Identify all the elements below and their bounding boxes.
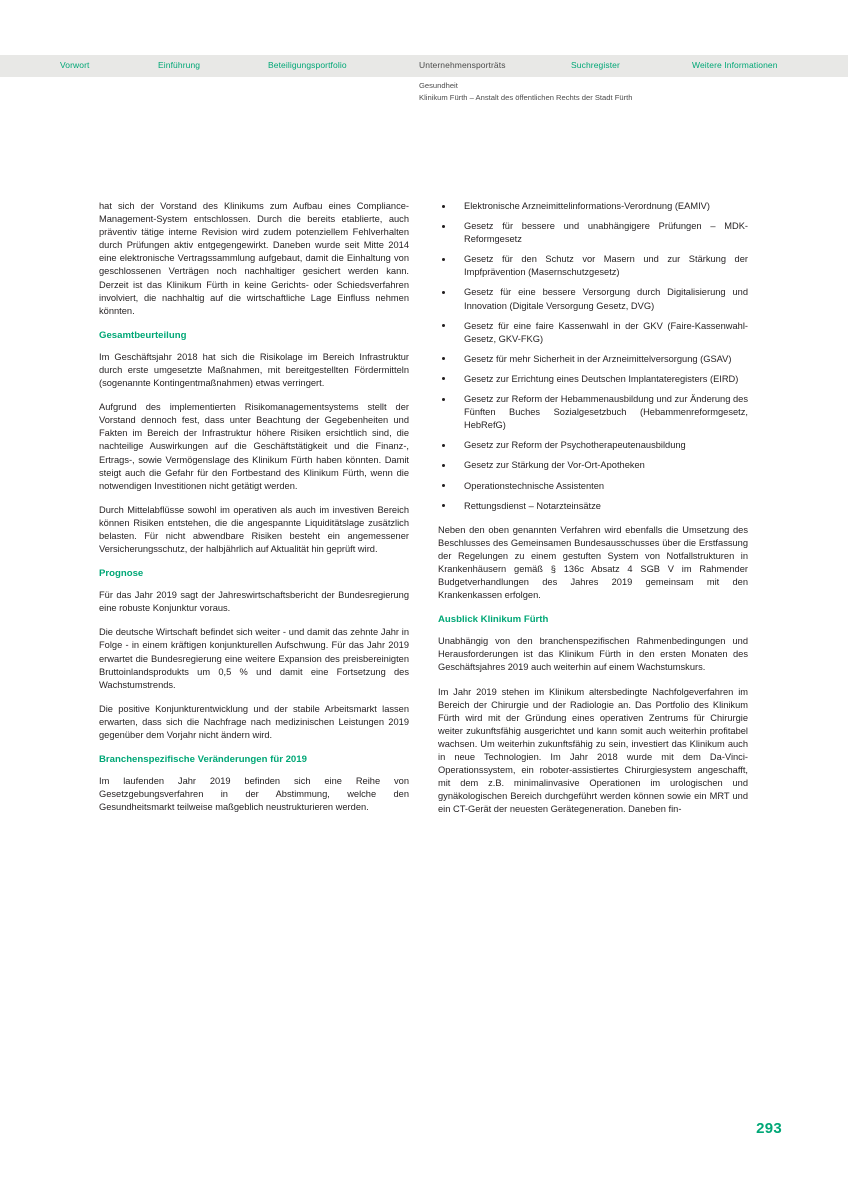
page-number: 293 (756, 1120, 782, 1137)
heading-branchenspezifische-veraenderungen: Branchenspezifische Veränderungen für 2019 (99, 754, 307, 766)
running-header (419, 81, 819, 102)
heading-gesamtbeurteilung: Gesamtbeurteilung (99, 329, 187, 341)
list-item (438, 353, 748, 366)
list-item-label: Elektronische Arzneimittelinformations-Verordnung (EAMIV) (464, 201, 710, 211)
right-text-column (438, 200, 748, 816)
bullet-icon (442, 484, 445, 487)
list-item-label: Gesetz für den Schutz vor Masern und zur Stärkung der Impfprävention (Masernschutzgesetz) (464, 254, 748, 278)
bullet-icon (442, 357, 445, 360)
list-item (438, 500, 748, 513)
paragraph-gesamtbeurteilung-3: Durch Mittelabflüsse sowohl im operativen als auch im investiven Bereich können Risiken entstehen, die die angespannte Liquiditätslage zusätzlich belasten. Für nicht abwendbare Risiken besteht ein angemessener Versicherungsschutz, der halbjährlich auf Aktualität hin geprüft wird. (99, 504, 409, 555)
list-item (438, 459, 748, 472)
paragraph-prognose-1: Für das Jahr 2019 sagt der Jahreswirtschaftsbericht der Bundesregierung eine robuste Konjunktur voraus. (99, 590, 409, 614)
heading-prognose: Prognose (99, 568, 144, 580)
bullet-icon (442, 444, 445, 447)
list-item-label: Gesetz für mehr Sicherheit in der Arzneimittelversorgung (GSAV) (464, 353, 732, 364)
paragraph-gesamtbeurteilung-1: Im Geschäftsjahr 2018 hat sich die Risikolage im Bereich Infrastruktur durch erste umgesetzte Maßnahmen, mit bereitgestellten Fördermitteln (sogenannte Kontingentmaßnahmen) etwas verringert. (99, 351, 409, 389)
list-item (438, 286, 748, 312)
list-item-label: Gesetz für eine faire Kassenwahl in der GKV (Faire-Kassenwahl-Gesetz, GKV-FKG) (464, 320, 748, 344)
list-item (438, 373, 748, 386)
top-navigation-bar (0, 55, 848, 77)
list-item-label: Rettungsdienst – Notarzteinsätze (464, 500, 601, 511)
list-item (438, 200, 748, 213)
paragraph-branchenspezifisch-1: Im laufenden Jahr 2019 befinden sich eine Reihe von Gesetzgebungsverfahren in der Abstimmung, welche den Gesundheitsmarkt teilweise maßgeblich neustrukturieren werden. (99, 776, 409, 813)
list-item-label: Gesetz für bessere und unabhängigere Prüfungen – MDK-Reformgesetz (464, 221, 748, 245)
paragraph-prognose-2: Die deutsche Wirtschaft befindet sich weiter - und damit das zehnte Jahr in Folge - in einem kräftigen konjunkturellen Aufschwung. Für das Jahr 2019 erwartet die Bundesregierung eine weitere Expansion des preisbereinigten Bruttoinlandsprodukts um 0,5 % und damit eine Fortsetzung des Wachstumstrends. (99, 627, 409, 690)
list-item-label: Gesetz zur Reform der Psychotherapeutenausbildung (464, 440, 686, 451)
bullet-icon (442, 504, 445, 507)
bullet-icon (442, 324, 445, 327)
list-item (438, 320, 748, 346)
list-item (438, 480, 748, 493)
paragraph-ausblick-2: Im Jahr 2019 stehen im Klinikum altersbedingte Nachfolgeverfahren im Bereich der Chirurgie und der Radiologie an. Das Portfolio des Klinikum Fürth wird mit der Gründung eines operativen Zentrums für Chirurgie weiter zukunftsfähig ausgerichtet und kann somit auch weiterhin profitabel wachsen. Um weiterhin zukunftsfähig zu sein, investiert das Klinikum auch in neue Technologien. Im Jahr 2018 wurde mit dem Da-Vinci-Operationssystem, ein roboter-assistiertes Chirurgiesystem angeschafft, mit dem z.B. minimalinvasive Operationen im urologischen und gynäkologischen Bereich durchgeführt werden können sowie ein MRT und ein CT-Gerät der neuesten Gerätegeneration. Daneben fin- (438, 686, 748, 815)
list-item (438, 253, 748, 279)
list-item-label: Gesetz zur Stärkung der Vor-Ort-Apotheken (464, 460, 645, 471)
paragraph-compliance: hat sich der Vorstand des Klinikums zum Aufbau eines Compliance- Management-System entschlossen. Durch die bereits etablierte, auch präventiv tätige interne Revision wird zudem potenziellem Fehlverhalten durch Prüfungen aktiv entgegengewirkt. Daneben wurde seit Mitte 2014 eine elektronische Vertragssammlung aufgebaut, damit die Einhaltung von geschlossenen Verträgen noch nachhaltiger gesichert werden kann. Derzeit ist das Klinikum Fürth in keine Gerichts- oder Schiedsverfahren involviert, die nachhaltig auf die wirtschaftliche Lage Einfluss nehmen könnten. (99, 201, 409, 316)
bullet-icon (442, 377, 445, 380)
paragraph-prognose-3: Die positive Konjunkturentwicklung und der stabile Arbeitsmarkt lassen erwarten, dass sich die Nachfrage nach medizinischen Leistungen 2019 gegenüber dem Vorjahr nicht ändern wird. (99, 703, 409, 740)
paragraph-ausblick-1: Unabhängig von den branchenspezifischen Rahmenbedingungen und Herausforderungen ist das Klinikum Fürth in den ersten Monaten des Geschäftsjahres 2019 auch weiterhin auf einem Wachstumskurs. (438, 636, 748, 673)
list-item (438, 220, 748, 246)
left-text-column (99, 200, 409, 814)
nav-item-weitere-informationen[interactable]: Weitere Informationen (692, 60, 778, 70)
bullet-icon (442, 205, 445, 208)
bullet-icon (442, 225, 445, 228)
nav-item-vorwort[interactable]: Vorwort (60, 60, 90, 70)
bullet-icon (442, 291, 445, 294)
list-item-label: Gesetz für eine bessere Versorgung durch Digitalisierung und Innovation (Digitale Versorgung Gesetz, DVG) (464, 287, 748, 311)
bullet-icon (442, 258, 445, 261)
heading-ausblick-klinikum-fuerth: Ausblick Klinikum Fürth (438, 614, 549, 626)
list-item-label: Gesetz zur Reform der Hebammenausbildung und zur Änderung des Fünften Buches Sozialgesetzbuch (Hebammenreformgesetz, HebRefG) (464, 394, 748, 431)
list-item (438, 439, 748, 452)
nav-item-unternehmensportraets[interactable]: Unternehmensporträts (419, 60, 506, 70)
gesetzgebungsverfahren-list (438, 200, 748, 513)
paragraph-notfallstrukturen: Neben den oben genannten Verfahren wird ebenfalls die Umsetzung des Beschlusses des Gemeinsamen Bundesausschusses über die Erstfassung der Regelungen zu einem gestuften System von Notfallstrukturen in Krankenhäusern gemäß § 136c Absatz 4 SGB V im Rahmender Budgetverhandlungen des Jahres 2019 gemeinsam mit den Krankenkassen erfolgen. (438, 524, 748, 601)
list-item (438, 393, 748, 432)
list-item-label: Gesetz zur Errichtung eines Deutschen Implantateregisters (EIRD) (464, 373, 739, 384)
bullet-icon (442, 464, 445, 467)
bullet-icon (442, 398, 445, 401)
top-navigation-inner (0, 55, 848, 77)
header-entity: Klinikum Fürth – Anstalt des öffentlichen Rechts der Stadt Fürth (419, 93, 633, 102)
nav-item-suchregister[interactable]: Suchregister (571, 60, 620, 70)
list-item-label: Operationstechnische Assistenten (464, 480, 605, 491)
header-category: Gesundheit (419, 81, 458, 90)
paragraph-gesamtbeurteilung-2: Aufgrund des implementierten Risikomanagementsystems stellt der Vorstand dennoch fest, dass unter Beachtung der Gegebenheiten und Fakten im Bereich der Infrastruktur höhere Risiken ersichtlich sind, die nachteilige Auswirkungen auf die Geschäftstätigkeit und die Finanz-, Ertrags-, sowie Vermögenslage des Klinikum Fürth haben könnten. Damit steigt auch die Gefahr für den Fortbestand des Klinikum Fürth, wenn die notwendigen Investitionen nicht getätigt werden. (99, 402, 409, 491)
nav-item-einfuehrung[interactable]: Einführung (158, 60, 201, 70)
nav-item-beteiligungsportfolio[interactable]: Beteiligungsportfolio (268, 60, 347, 70)
